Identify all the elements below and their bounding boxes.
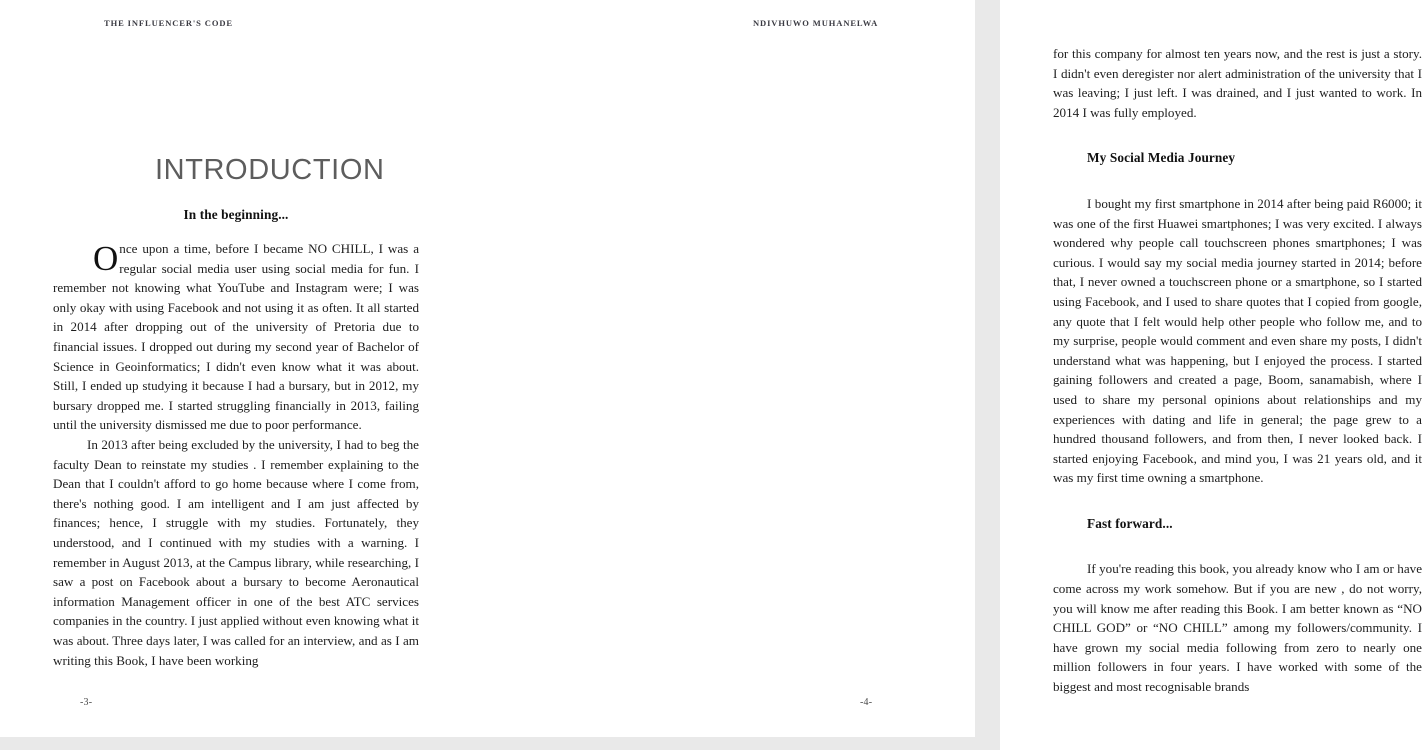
paragraph-3: I bought my first smartphone in 2014 after being paid R6000; it was one of the first Huawei smartphones; I was very excited. I always wondered why people call touchscreen phones smartphones; I was curious. I would say my social media journey started in 2014; before that, I never owned a touchscreen phone or a smartphone, so I started using Facebook, and I used to share quotes that I copied from google, any quote that I felt would help other people who follow me, and to my surprise, people would comment and even share my posts, I didn't understand what was happening, but I enjoyed the process. I started gaining followers and created a page, Boom, sanamabish, where I used to share my personal opinions about relationships and my experiences with dating and life in general; the page grew to a hundred thousand followers, and from then, I never looked back. I started enjoying Facebook, and mind you, I was 21 years old, and it was my first time owning a smartphone. [1053, 195, 1422, 486]
page-number-right: -4- [860, 697, 873, 708]
paragraph-2: In 2013 after being excluded by the university, I had to beg the faculty Dean to reinstate my studies . I remember explaining to the Dean that I couldn't afford to go home because where I come from, there's nothing good. I am intelligent and I am just affected by finances; hence, I struggle with my studies. Fortunately, they understood, and I continued with my studies with a warning. I remember in August 2013, at the Campus library, while researching, I saw a post on Facebook about a bursary to become Aeronautical information Management officer in one of the best ATC services companies in the country. I just applied without even knowing what it was about. Three days later, I was called for an interview, and as I am writing this Book, I have been working [53, 436, 419, 668]
drop-cap-letter: O [93, 239, 119, 279]
right-page-text-column [1053, 44, 1422, 697]
sub-heading-in-the-beginning: In the beginning... [183, 207, 289, 223]
page-right [487, 0, 1422, 737]
running-head-left: THE INFLUENCER'S CODE [104, 18, 233, 28]
paragraph-4: If you're reading this book, you already know who I am or have come across my work somehow. But if you are new , do not worry, you will know me after reading this Book. I am better known as “NO CHILL GOD” or “NO CHILL” among my followers/community. I have grown my social media following from zero to nearly one million followers in four years. I have worked with some of the biggest and most recognisable brands [1053, 561, 1422, 695]
paragraph-continuation: for this company for almost ten years now, and the rest is just a story. I didn't even deregister nor alert administration of the university that I was leaving; I just left. I was drained, and I just wanted to work. In 2014 I was fully employed. [1053, 46, 1422, 120]
running-head-right: NDIVHUWO MUHANELWA [753, 18, 879, 28]
paragraph-opening [53, 239, 419, 435]
section-heading-my-social-media-journey: My Social Media Journey [1087, 150, 1236, 166]
chapter-title: INTRODUCTION [155, 154, 385, 186]
section-heading-fast-forward: Fast forward... [1087, 515, 1173, 531]
paragraph-opening-text: nce upon a time, before I became NO CHILL, I was a regular social media user using social media for fun. I remember not knowing what YouTube and Instagram were; I was only okay with using Facebook and not using it as often. It all started in 2014 after dropping out of the university of Pretoria due to financial issues. I dropped out during my second year of Bachelor of Science in Geoinformatics; I didn't even know what it was about. Still, I ended up studying it because I had a bursary, but in 2012, my bursary dropped me. I started struggling financially in 2013, failing until the university dismissed me due to poor performance. [53, 241, 419, 433]
page-number-left: -3- [80, 697, 93, 708]
page-left [0, 0, 487, 737]
left-page-text-column [53, 155, 419, 670]
